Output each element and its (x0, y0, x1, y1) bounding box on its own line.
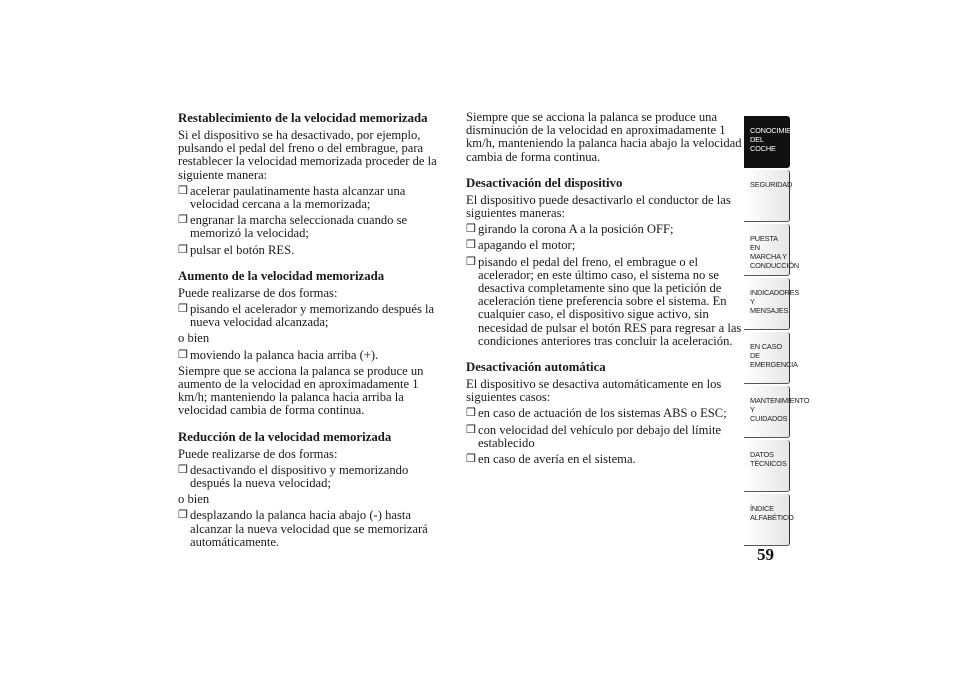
list-item: ❒ apagando el motor; (466, 238, 576, 253)
left-column (178, 111, 450, 552)
section-title-reduce-speed: Reducción de la velocidad memorizada (178, 429, 392, 444)
bullet-list (466, 223, 743, 348)
checkbox-bullet-icon: ❒ (466, 255, 476, 268)
paragraph: El dispositivo se desactiva automáticamente en los siguientes casos: (466, 377, 722, 405)
right-column (466, 111, 743, 469)
paragraph-or: o bien (178, 492, 210, 507)
checkbox-bullet-icon: ❒ (178, 214, 188, 227)
list-item: ❒ girando la corona A a la posición OFF; (466, 222, 674, 237)
bullet-list (178, 349, 450, 362)
paragraph: Si el dispositivo se ha desactivado, por ejemplo, pulsando el pedal del freno o del embrague, para restablecer la velocidad memorizada proceder de la siguiente manera: (178, 128, 437, 182)
checkbox-bullet-icon: ❒ (178, 509, 188, 522)
checkbox-bullet-icon: ❒ (466, 407, 476, 420)
list-item: ❒ en caso de actuación de los sistemas ABS o ESC; (466, 406, 727, 421)
checkbox-bullet-icon: ❒ (178, 303, 188, 316)
list-item: ❒ desactivando el dispositivo y memorizando después la nueva velocidad; (178, 462, 409, 491)
list-item: ❒ en caso de avería en el sistema. (466, 452, 636, 467)
tab-datos-tecnicos[interactable]: DATOS TÉCNICOS (744, 440, 790, 492)
tab-indice-alfabetico[interactable]: ÍNDICE ALFABÉTICO (744, 494, 790, 546)
tab-seguridad[interactable]: SEGURIDAD (744, 170, 790, 222)
section-title-auto-deactivation: Desactivación automática (466, 360, 606, 375)
checkbox-bullet-icon: ❒ (178, 184, 188, 197)
tab-indicadores-mensajes[interactable]: INDICADORES Y MENSAJES (744, 278, 790, 330)
list-item: ❒ pisando el pedal del freno, el embrague o el acelerador; en este último caso, el sistema no se desactiva completamente sino que la petición de aceleración tiene preferencia sobre el sistema. En cualquier caso, el dispositivo sigue activo, sin necesidad de pulsar el botón RES para regresar a las condiciones anteriores tras concluir la aceleración. (466, 254, 742, 348)
checkbox-bullet-icon: ❒ (178, 348, 188, 361)
list-item: ❒ con velocidad del vehículo por debajo del límite establecido (466, 422, 722, 450)
checkbox-bullet-icon: ❒ (466, 423, 476, 436)
checkbox-bullet-icon: ❒ (178, 463, 188, 476)
paragraph: El dispositivo puede desactivarlo el conductor de las siguientes maneras: (466, 192, 731, 221)
bullet-list (178, 303, 450, 329)
checkbox-bullet-icon: ❒ (466, 239, 476, 252)
bullet-list (178, 185, 450, 257)
bullet-list (178, 464, 450, 490)
checkbox-bullet-icon: ❒ (466, 453, 476, 466)
list-item: ❒ pisando el acelerador y memorizando después la nueva velocidad alcanzada; (178, 302, 435, 330)
section-title-deactivation: Desactivación del dispositivo (466, 175, 623, 190)
checkbox-bullet-icon: ❒ (466, 223, 476, 236)
paragraph: Siempre que se acciona la palanca se produce un aumento de la velocidad en aproximadamente 1 km/h; manteniendo la palanca hacia arriba la velocidad cambia de forma continua. (178, 363, 424, 418)
list-item: ❒ engranar la marcha seleccionada cuando se memorizó la velocidad; (178, 213, 408, 241)
bullet-list (466, 407, 743, 466)
list-item: ❒ moviendo la palanca hacia arriba (+). (178, 347, 379, 362)
tab-puesta-en-marcha[interactable]: PUESTA EN MARCHA Y CONDUCCIÓN (744, 224, 790, 276)
tab-emergencia[interactable]: EN CASO DE EMERGENCIA (744, 332, 790, 384)
paragraph-or: o bien (178, 331, 210, 346)
tab-mantenimiento[interactable]: MANTENIMIENTO Y CUIDADOS (744, 386, 790, 438)
bullet-list (178, 509, 450, 549)
tab-conocimiento-del-coche[interactable]: CONOCIMIENTO DEL COCHE (744, 116, 790, 168)
paragraph: Puede realizarse de dos formas: (178, 285, 338, 300)
page-number: 59 (757, 545, 774, 564)
section-title-restore-speed: Restablecimiento de la velocidad memorizada (178, 111, 428, 125)
list-item: ❒ desplazando la palanca hacia abajo (-) hasta alcanzar la nueva velocidad que se memorizará automáticamente. (178, 508, 428, 549)
section-title-increase-speed: Aumento de la velocidad memorizada (178, 268, 385, 283)
list-item: ❒ pulsar el botón RES. (178, 242, 295, 257)
paragraph: Siempre que se acciona la palanca se produce una disminución de la velocidad en aproximadamente 1 km/h, manteniendo la palanca hacia abajo la velocidad cambia de forma continua. (466, 110, 742, 164)
list-item: ❒ acelerar paulatinamente hasta alcanzar una velocidad cercana a la memorizada; (178, 183, 406, 212)
checkbox-bullet-icon: ❒ (178, 243, 188, 256)
paragraph: Puede realizarse de dos formas: (178, 446, 338, 461)
